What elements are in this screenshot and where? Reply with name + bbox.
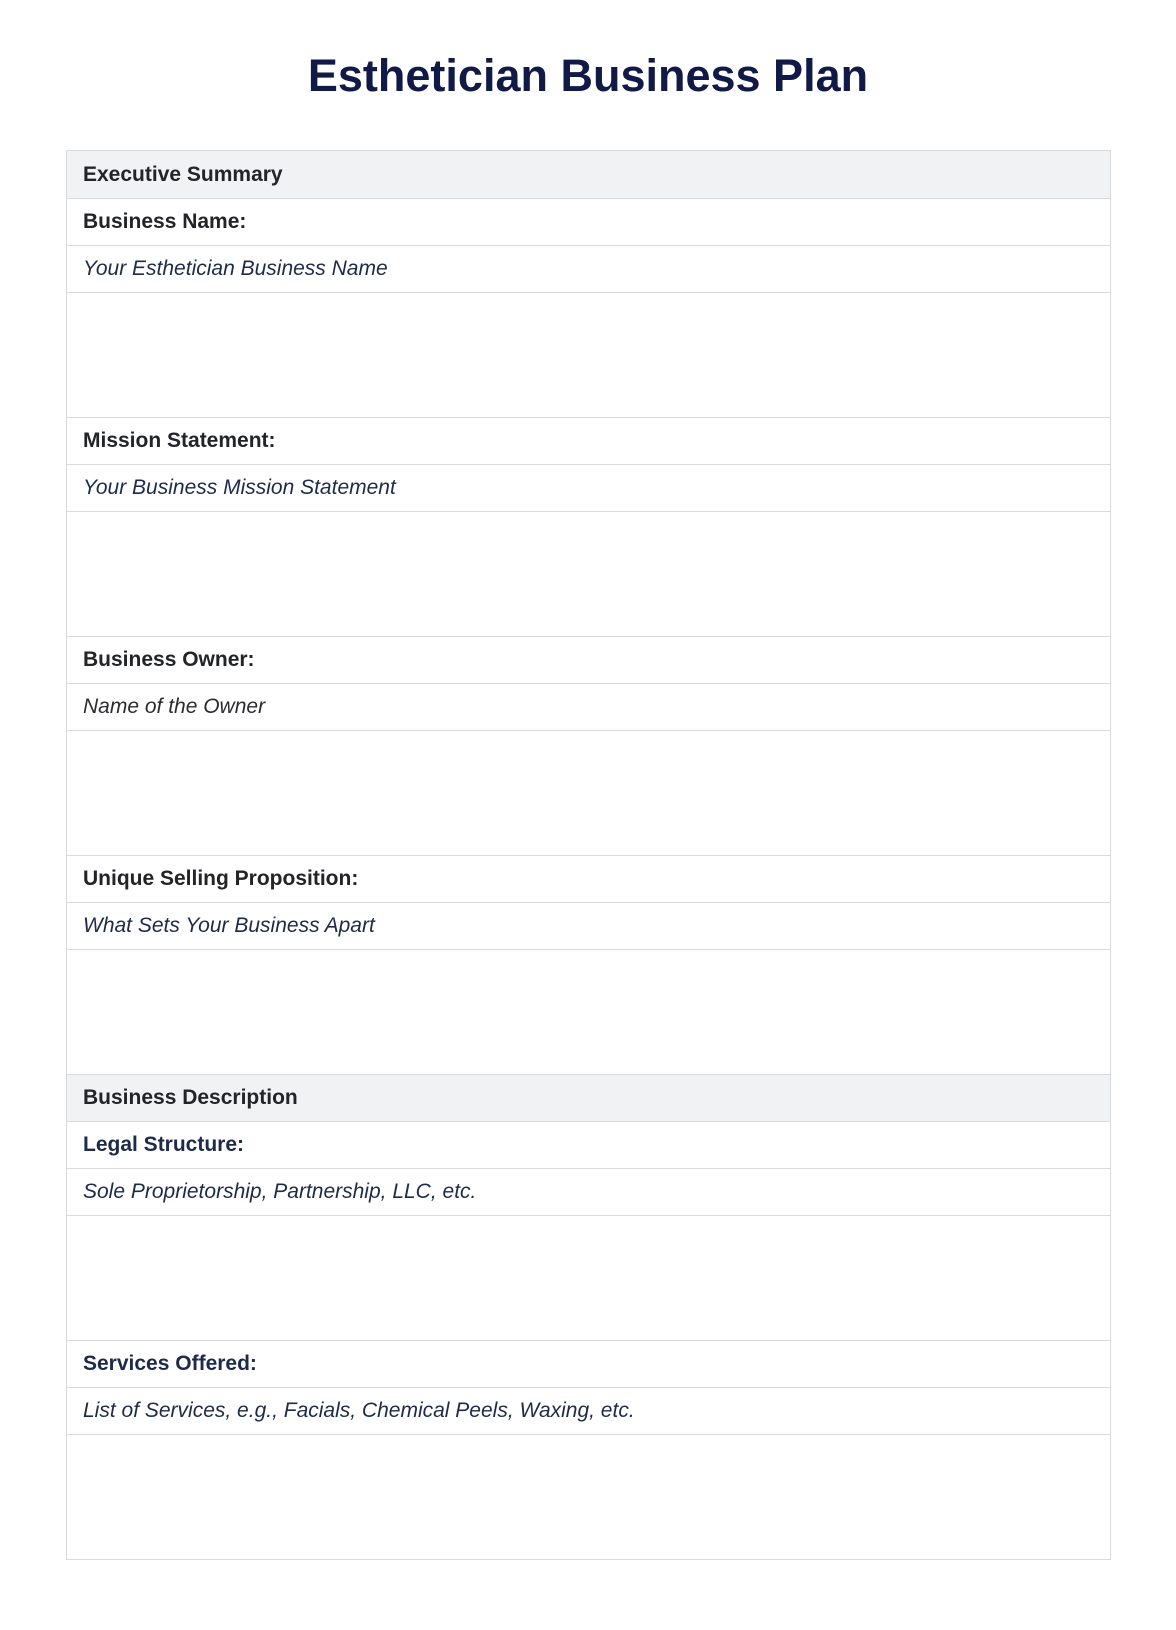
services-offered-value[interactable]: List of Services, e.g., Facials, Chemical Peels, Waxing, etc. [67, 1387, 1110, 1434]
legal-structure-value[interactable]: Sole Proprietorship, Partnership, LLC, etc. [67, 1168, 1110, 1215]
mission-statement-label: Mission Statement: [67, 417, 1110, 464]
legal-structure-answer-area[interactable] [67, 1215, 1110, 1340]
business-name-answer-area[interactable] [67, 292, 1110, 417]
page-title: Esthetician Business Plan [307, 50, 869, 101]
business-owner-answer-area[interactable] [67, 730, 1110, 855]
services-offered-answer-area[interactable] [67, 1434, 1110, 1559]
usp-answer-area[interactable] [67, 949, 1110, 1074]
business-plan-form [66, 150, 1111, 1560]
usp-value[interactable]: What Sets Your Business Apart [67, 902, 1110, 949]
business-owner-label: Business Owner: [67, 636, 1110, 683]
section-header-executive-summary: Executive Summary [67, 151, 1110, 198]
business-name-value[interactable]: Your Esthetician Business Name [67, 245, 1110, 292]
section-header-business-description: Business Description [67, 1074, 1110, 1121]
legal-structure-label: Legal Structure: [67, 1121, 1110, 1168]
usp-label: Unique Selling Proposition: [67, 855, 1110, 902]
business-name-label: Business Name: [67, 198, 1110, 245]
business-owner-value[interactable]: Name of the Owner [67, 683, 1110, 730]
mission-statement-answer-area[interactable] [67, 511, 1110, 636]
services-offered-label: Services Offered: [67, 1340, 1110, 1387]
mission-statement-value[interactable]: Your Business Mission Statement [67, 464, 1110, 511]
